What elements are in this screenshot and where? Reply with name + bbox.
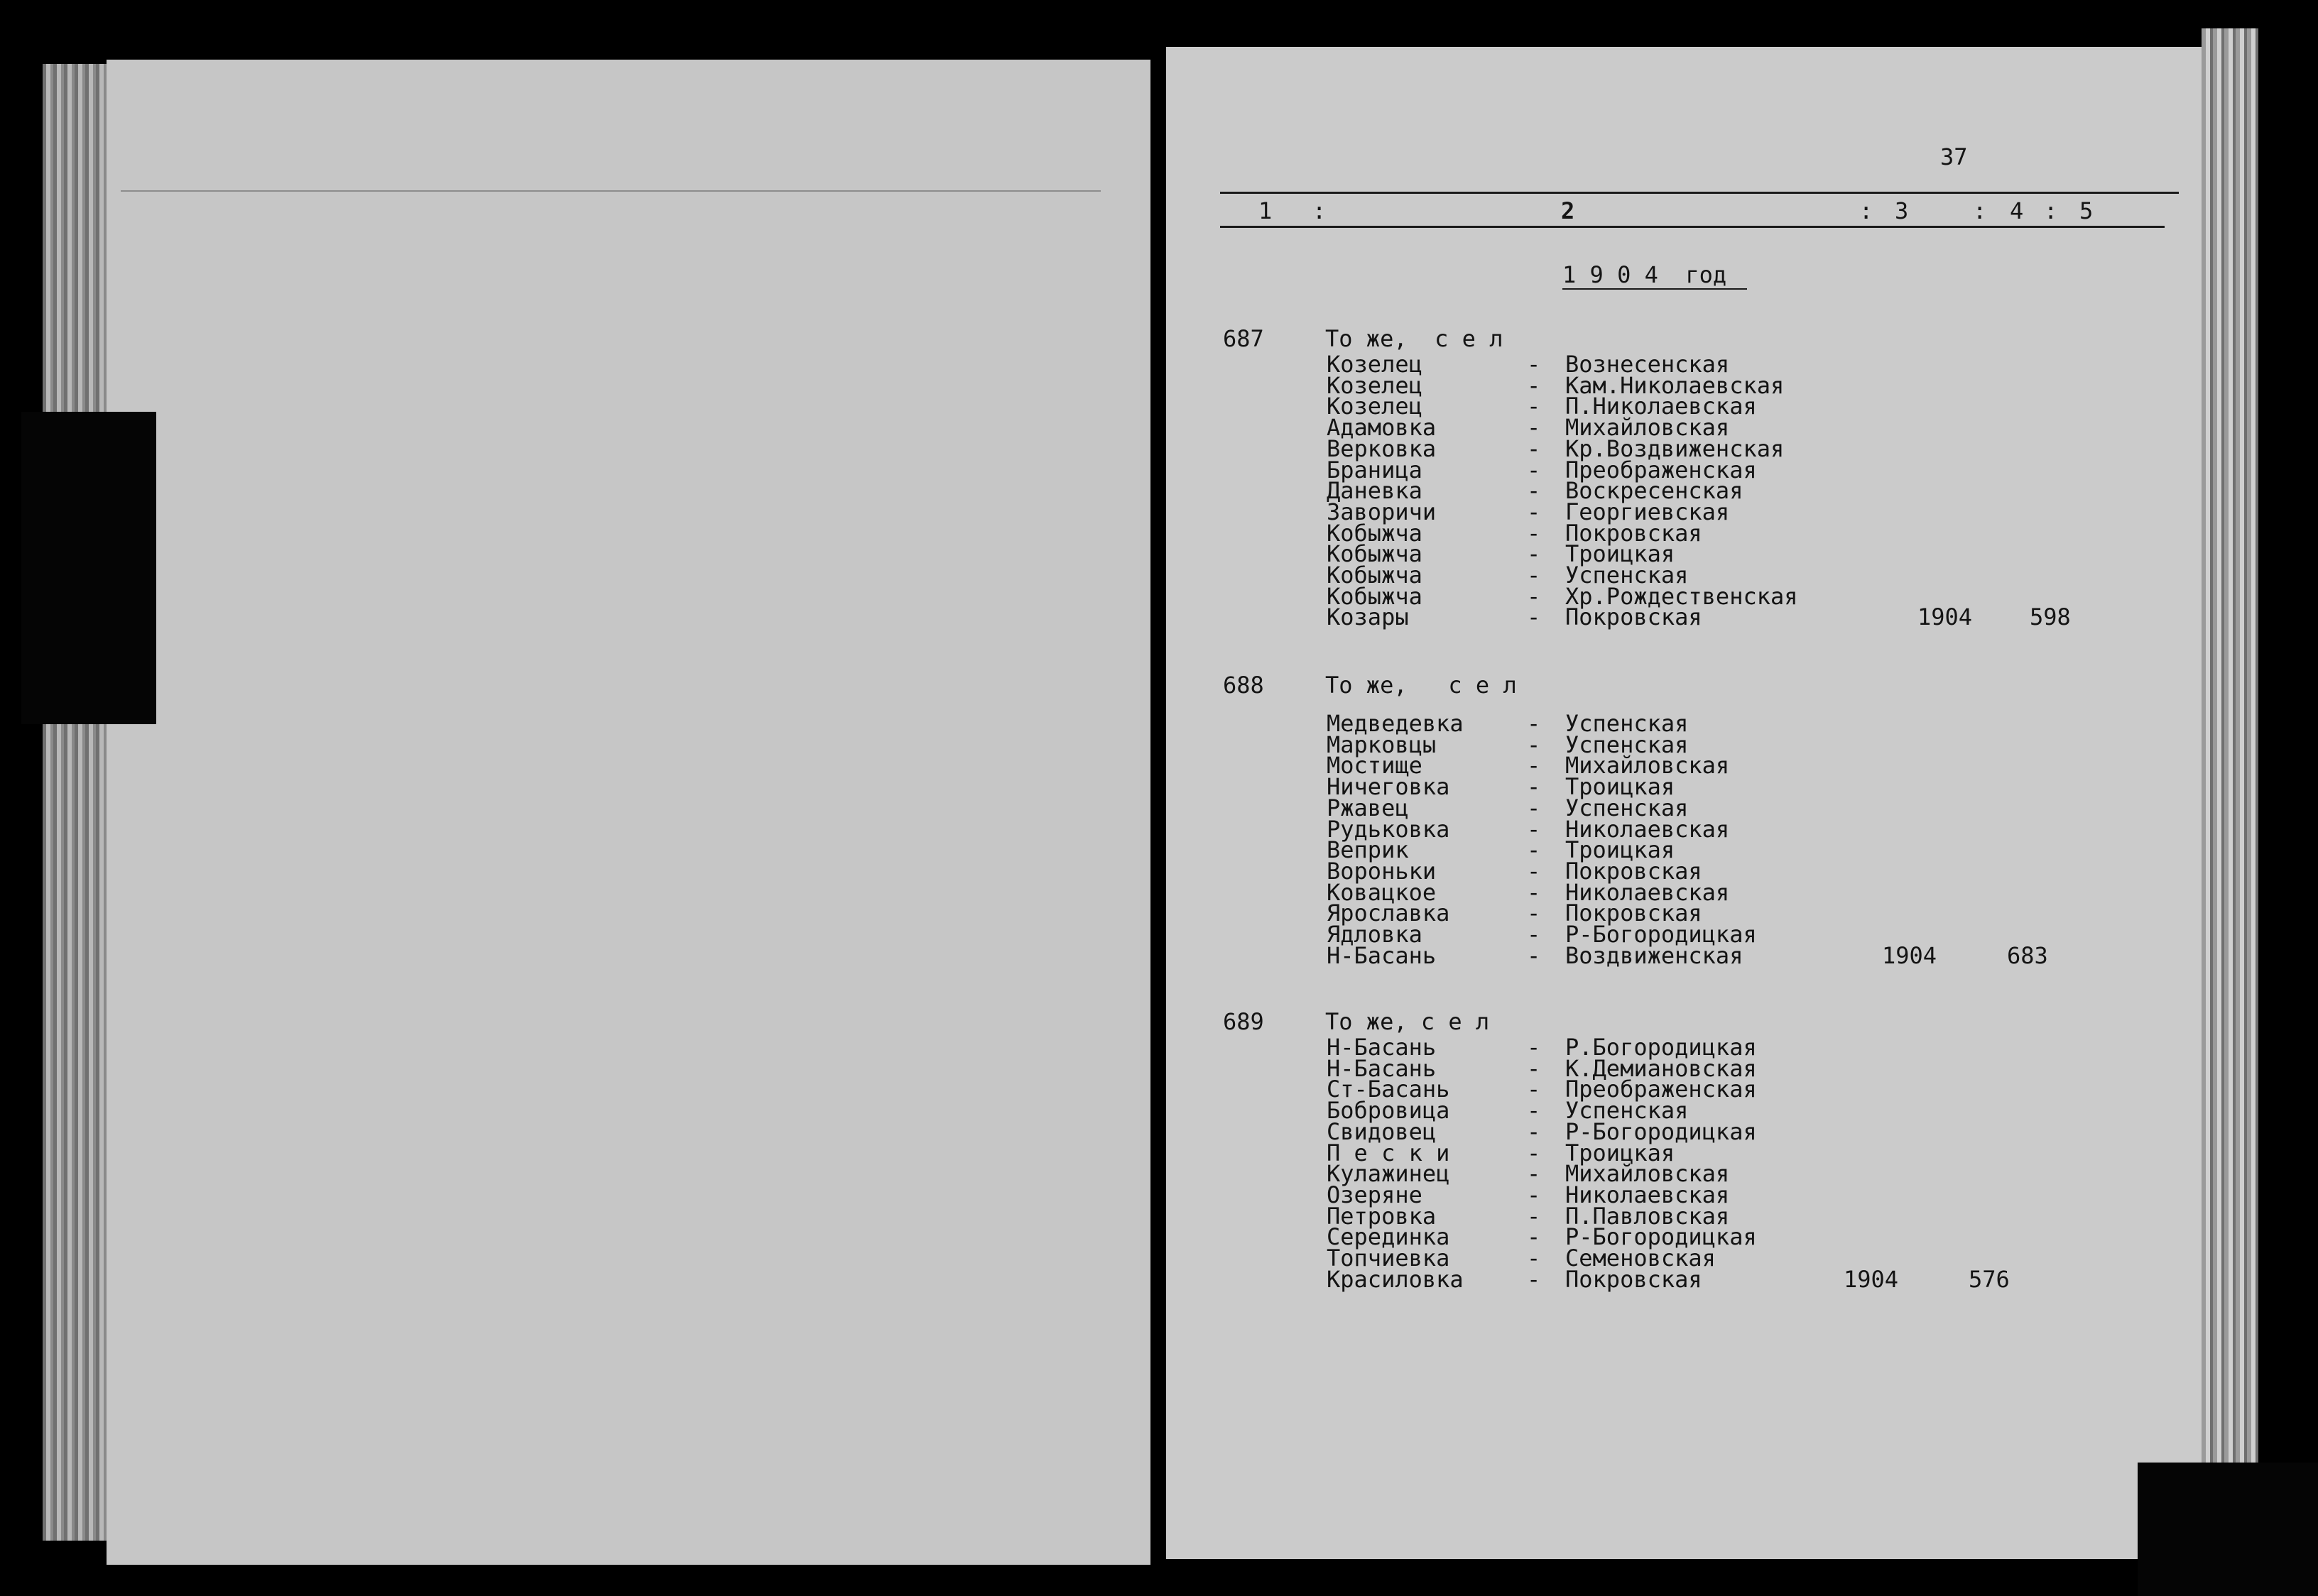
church-name: Воздвиженская	[1565, 941, 1743, 969]
church-name: Успенская	[1565, 1097, 1689, 1125]
dash: -	[1527, 603, 1541, 631]
church-name: Николаевская	[1565, 815, 1730, 843]
church-name: Троицкая	[1565, 1139, 1675, 1166]
place-name: Ничеговка	[1327, 773, 1450, 801]
register-row	[0, 1139, 2131, 1166]
register-row	[0, 815, 2131, 843]
church-name: П.Николаевская	[1565, 393, 1757, 420]
register-row	[0, 371, 2131, 399]
dash: -	[1527, 1097, 1541, 1125]
place-name: Ржавец	[1327, 794, 1409, 821]
church-name: Кам.Николаевская	[1565, 371, 1785, 399]
register-row	[0, 1160, 2131, 1188]
dash: -	[1527, 794, 1541, 821]
place-name: Свидовец	[1327, 1117, 1437, 1145]
dash: -	[1527, 393, 1541, 420]
year-value: 1904	[1844, 1265, 1899, 1293]
col-sep: :	[1859, 197, 1873, 224]
church-name: Покровская	[1565, 900, 1702, 927]
dash: -	[1527, 773, 1541, 801]
col-sep: :	[1312, 197, 1327, 224]
year-value: 1904	[1882, 941, 1937, 969]
church-name: Покровская	[1565, 519, 1702, 547]
place-name: П е с к и	[1327, 1139, 1450, 1166]
left-ghost-rule	[121, 190, 1101, 192]
dash: -	[1527, 921, 1541, 948]
church-name: Вознесенская	[1565, 351, 1730, 378]
place-name: Красиловка	[1327, 1265, 1464, 1293]
col-4: 4	[2010, 197, 2024, 224]
section-number: 689	[1223, 1008, 1264, 1035]
dash: -	[1527, 540, 1541, 568]
register-row	[0, 1223, 2131, 1251]
dash: -	[1527, 1034, 1541, 1061]
place-name: Кулажинец	[1327, 1160, 1450, 1188]
place-name: Козелец	[1327, 371, 1422, 399]
dash: -	[1527, 836, 1541, 864]
place-name: Бобровица	[1327, 1097, 1450, 1125]
church-name: Троицкая	[1565, 540, 1675, 568]
church-name: Р-Богородицкая	[1565, 1223, 1757, 1251]
dash: -	[1527, 1076, 1541, 1103]
dash: -	[1527, 456, 1541, 483]
dash: -	[1527, 815, 1541, 843]
place-name: Вороньки	[1327, 857, 1437, 885]
col-1: 1	[1258, 197, 1273, 224]
church-name: П.Павловская	[1565, 1202, 1730, 1230]
dash: -	[1527, 582, 1541, 610]
church-name: Воскресенская	[1565, 477, 1743, 505]
dash: -	[1527, 371, 1541, 399]
dash: -	[1527, 1117, 1541, 1145]
dash: -	[1527, 562, 1541, 589]
place-name: Кобыжча	[1327, 519, 1422, 547]
place-name: Мостище	[1327, 752, 1422, 780]
church-name: К.Демиановская	[1565, 1054, 1757, 1082]
church-name: Михайловская	[1565, 752, 1730, 780]
church-name: Покровская	[1565, 857, 1702, 885]
dash: -	[1527, 434, 1541, 462]
church-name: Кр.Воздвиженская	[1565, 434, 1785, 462]
place-name: Козары	[1327, 603, 1409, 631]
place-name: Марковцы	[1327, 731, 1437, 758]
church-name: Р-Богородицкая	[1565, 1117, 1757, 1145]
place-name: Ковацкое	[1327, 878, 1437, 906]
register-row	[0, 752, 2131, 780]
register-row	[0, 921, 2131, 948]
register-row	[0, 498, 2131, 525]
place-name: Н-Басань	[1327, 1034, 1437, 1061]
church-name: Николаевская	[1565, 1181, 1730, 1208]
dash: -	[1527, 878, 1541, 906]
dash: -	[1527, 731, 1541, 758]
dash: -	[1527, 1054, 1541, 1082]
register-row	[0, 477, 2131, 505]
place-name: Верковка	[1327, 434, 1437, 462]
register-row	[0, 1117, 2131, 1145]
register-row	[0, 1034, 2131, 1061]
place-name: Рудьковка	[1327, 815, 1450, 843]
register-row	[0, 1202, 2131, 1230]
corner-tab	[2138, 1463, 2318, 1596]
count-value: 683	[2007, 941, 2048, 969]
col-5: 5	[2079, 197, 2094, 224]
place-name: Медведевка	[1327, 710, 1464, 737]
place-name: Ярославка	[1327, 900, 1450, 927]
year-value: 1904	[1917, 603, 1973, 631]
register-row	[0, 393, 2131, 420]
church-name: Хр.Рождественская	[1565, 582, 1798, 610]
dash: -	[1527, 477, 1541, 505]
section-heading: То же, с е л	[1325, 1008, 1490, 1035]
dash: -	[1527, 710, 1541, 737]
dash: -	[1527, 519, 1541, 547]
dash: -	[1527, 351, 1541, 378]
register-row	[0, 434, 2131, 462]
dash: -	[1527, 1202, 1541, 1230]
place-name: Н-Басань	[1327, 941, 1437, 969]
church-name: Николаевская	[1565, 878, 1730, 906]
place-name: Заворичи	[1327, 498, 1437, 525]
register-row	[0, 794, 2131, 821]
dash: -	[1527, 857, 1541, 885]
count-value: 576	[1969, 1265, 2010, 1293]
church-name: Троицкая	[1565, 836, 1675, 864]
place-name: Козелец	[1327, 393, 1422, 420]
register-row	[0, 582, 2131, 610]
dash: -	[1527, 1265, 1541, 1293]
dash: -	[1527, 498, 1541, 525]
church-name: Преображенская	[1565, 456, 1757, 483]
header-rule-bottom	[1220, 226, 2165, 228]
register-row	[0, 519, 2131, 547]
place-name: Топчиевка	[1327, 1245, 1450, 1272]
register-row	[0, 878, 2131, 906]
place-name: Даневка	[1327, 477, 1422, 505]
church-name: Успенская	[1565, 710, 1689, 737]
dash: -	[1527, 1223, 1541, 1251]
church-name: Успенская	[1565, 794, 1689, 821]
register-row	[0, 1265, 2131, 1293]
section-heading: То же, с е л	[1325, 672, 1517, 699]
place-name: Козелец	[1327, 351, 1422, 378]
church-name: Р.Богородицкая	[1565, 1034, 1757, 1061]
place-name: Ст-Басань	[1327, 1076, 1450, 1103]
place-name: Ядловка	[1327, 921, 1422, 948]
section-number: 688	[1223, 672, 1264, 699]
register-row	[0, 710, 2131, 737]
page-number: 37	[1940, 143, 1968, 170]
section-number: 687	[1223, 325, 1264, 352]
register-row	[0, 1097, 2131, 1125]
register-row	[0, 1245, 2131, 1272]
register-row	[0, 1054, 2131, 1082]
register-row	[0, 900, 2131, 927]
register-row	[0, 456, 2131, 483]
col-3: 3	[1895, 197, 1909, 224]
register-row	[0, 1076, 2131, 1103]
col-sep: :	[1973, 197, 1987, 224]
place-name: Браница	[1327, 456, 1422, 483]
right-page-edges	[2202, 28, 2258, 1541]
register-row	[0, 1181, 2131, 1208]
church-name: Покровская	[1565, 1265, 1702, 1293]
church-name: Михайловская	[1565, 1160, 1730, 1188]
church-name: Троицкая	[1565, 773, 1675, 801]
place-name: Кобыжча	[1327, 562, 1422, 589]
church-name: Михайловская	[1565, 414, 1730, 442]
place-name: Кобыжча	[1327, 540, 1422, 568]
year-underline	[1562, 288, 1747, 290]
place-name: Петровка	[1327, 1202, 1437, 1230]
church-name: Преображенская	[1565, 1076, 1757, 1103]
count-value: 598	[2030, 603, 2071, 631]
church-name: Семеновская	[1565, 1245, 1716, 1272]
register-row	[0, 603, 2131, 631]
church-name: Покровская	[1565, 603, 1702, 631]
register-row	[0, 414, 2131, 442]
col-2: 2	[1561, 197, 1575, 224]
header-rule-top	[1220, 192, 2179, 194]
year-heading: 1 9 0 4 год	[1562, 261, 1727, 288]
dash: -	[1527, 900, 1541, 927]
register-row	[0, 731, 2131, 758]
place-name: Веприк	[1327, 836, 1409, 864]
place-name: Н-Басань	[1327, 1054, 1437, 1082]
register-row	[0, 857, 2131, 885]
place-name: Адамовка	[1327, 414, 1437, 442]
church-name: Успенская	[1565, 731, 1689, 758]
register-row	[0, 351, 2131, 378]
dash: -	[1527, 752, 1541, 780]
church-name: Успенская	[1565, 562, 1689, 589]
dash: -	[1527, 1139, 1541, 1166]
register-row	[0, 941, 2131, 969]
place-name: Серединка	[1327, 1223, 1450, 1251]
place-name: Кобыжча	[1327, 582, 1422, 610]
dash: -	[1527, 414, 1541, 442]
section-heading: То же, с е л	[1325, 325, 1503, 352]
dash: -	[1527, 1181, 1541, 1208]
col-sep: :	[2044, 197, 2058, 224]
place-name: Озеряне	[1327, 1181, 1422, 1208]
church-name: Р-Богородицкая	[1565, 921, 1757, 948]
register-row	[0, 562, 2131, 589]
dash: -	[1527, 1245, 1541, 1272]
register-row	[0, 540, 2131, 568]
dash: -	[1527, 941, 1541, 969]
register-row	[0, 836, 2131, 864]
dash: -	[1527, 1160, 1541, 1188]
register-row	[0, 773, 2131, 801]
church-name: Георгиевская	[1565, 498, 1730, 525]
